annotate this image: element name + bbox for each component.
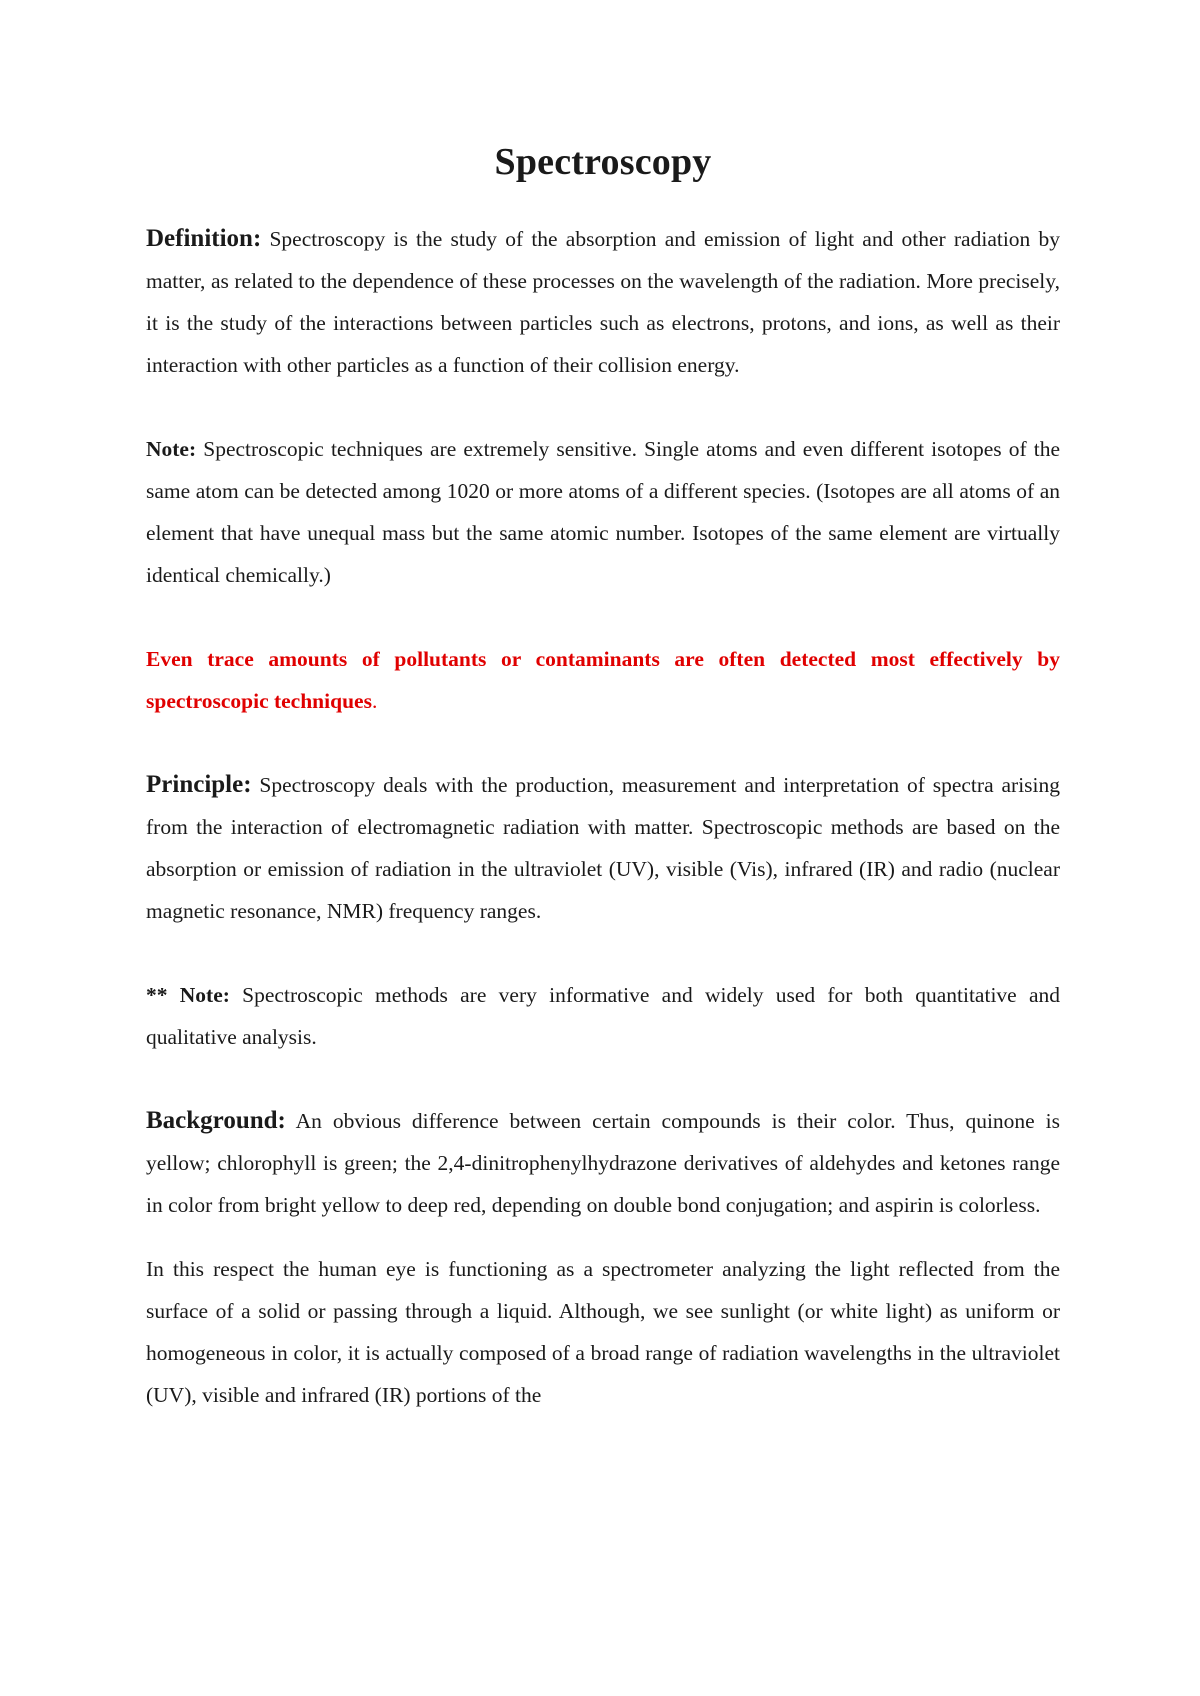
principle-paragraph — [146, 764, 1060, 932]
note-label: Note: — [146, 437, 197, 461]
definition-paragraph — [146, 218, 1060, 386]
secondary-note-label: ** Note: — [146, 983, 230, 1007]
definition-text: Spectroscopy is the study of the absorption and emission of light and other radiation by matter, as related to the dependence of these processes on the wavelength of the radiation. More precisely, it is the study of the interactions between particles such as electrons, protons, and ions, as well as their interaction with other particles as a function of their collision energy. — [146, 227, 1060, 377]
page-title: Spectroscopy — [494, 141, 712, 183]
background-paragraph — [146, 1100, 1060, 1226]
document-page — [146, 140, 1060, 1416]
principle-text: Spectroscopy deals with the production, measurement and interpretation of spectra arising from the interaction of electromagnetic radiation with matter. Spectroscopic methods are based on the absorption or emission of radiation in the ultraviolet (UV), visible (Vis), infrared (IR) and radio (nuclear magnetic resonance, NMR) frequency ranges. — [146, 773, 1061, 923]
eye-text: In this respect the human eye is functioning as a spectrometer analyzing the light reflected from the surface of a solid or passing through a liquid. Although, we see sunlight (or white light) as uniform or homogeneous in color, it is actually composed of a broad range of radiation wavelengths in the ultraviolet (UV), visible and infrared (IR) portions of the — [146, 1257, 1060, 1407]
highlight-tail: . — [371, 689, 378, 713]
note-paragraph — [146, 428, 1060, 596]
secondary-note-text: Spectroscopic methods are very informative and widely used for both quantitative and qualitative analysis. — [146, 983, 1061, 1049]
background-text: An obvious difference between certain compounds is their color. Thus, quinone is yellow; chlorophyll is green; the 2,4-dinitrophenylhydrazone derivatives of aldehydes and ketones range in color from bright yellow to deep red, depending on double bond conjugation; and aspirin is colorless. — [146, 1109, 1060, 1217]
highlight-text: Even trace amounts of pollutants or contaminants are often detected most effectively by spectroscopic techniques — [146, 647, 1060, 713]
principle-label: Principle: — [146, 771, 252, 798]
definition-label: Definition: — [146, 225, 262, 252]
eye-paragraph — [146, 1248, 1060, 1416]
background-label: Background: — [146, 1107, 286, 1134]
secondary-note-paragraph — [146, 974, 1060, 1058]
note-text: Spectroscopic techniques are extremely sensitive. Single atoms and even different isotopes of the same atom can be detected among 1020 or more atoms of a different species. (Isotopes are all atoms of an element that have unequal mass but the same atomic number. Isotopes of the same element are virtually identical chemically.) — [146, 437, 1060, 587]
highlight-paragraph — [146, 638, 1060, 722]
